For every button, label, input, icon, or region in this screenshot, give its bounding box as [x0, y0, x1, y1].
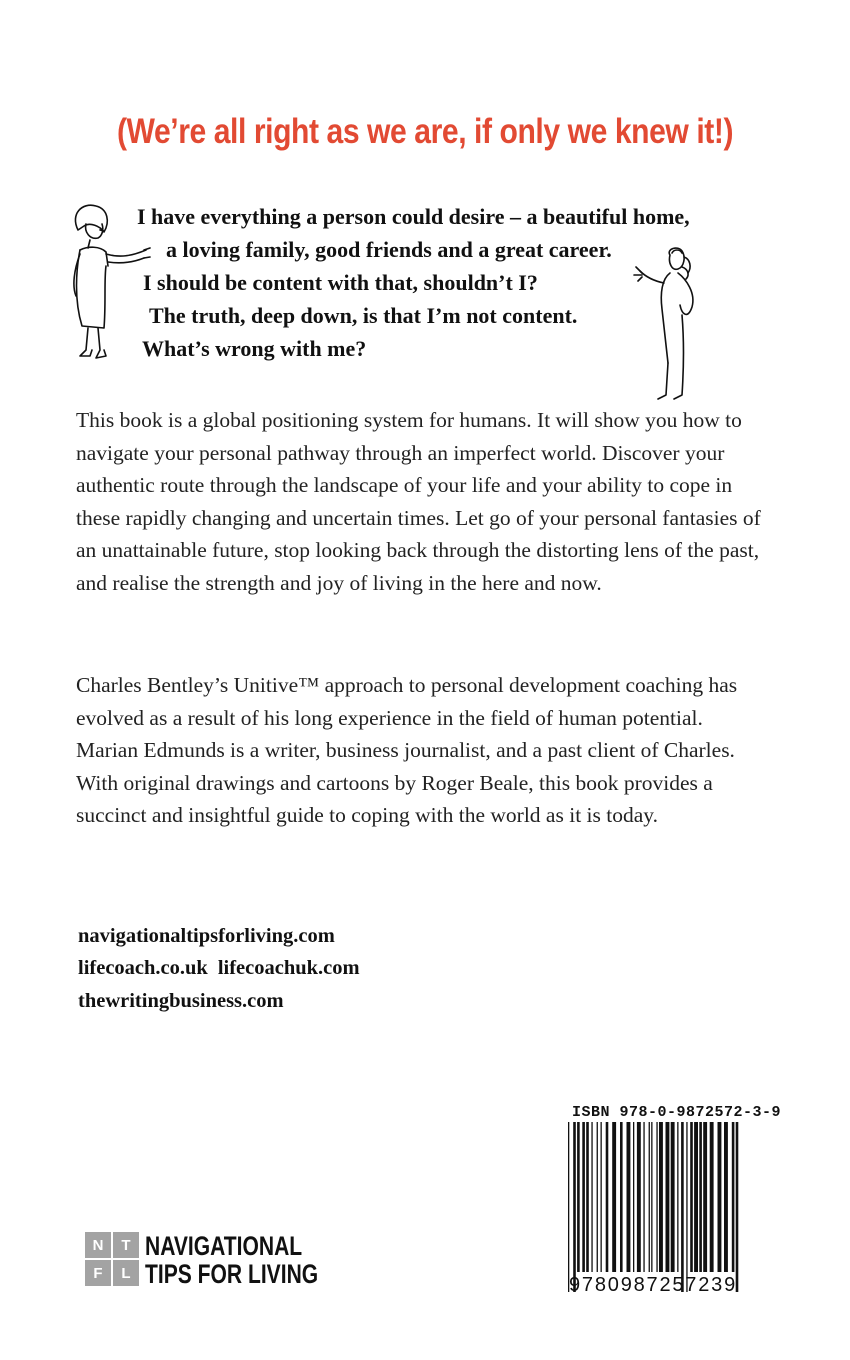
- barcode-bar: [710, 1122, 714, 1272]
- website-link-1[interactable]: [78, 925, 335, 948]
- barcode-bar: [659, 1122, 663, 1272]
- quote-line-5: What’s wrong with me?: [142, 336, 367, 361]
- barcode-bar: [620, 1122, 623, 1272]
- barcode-bar: [633, 1122, 634, 1272]
- logo-letter: N: [85, 1232, 111, 1258]
- barcode-bar: [724, 1122, 728, 1272]
- barcode-bar: [718, 1122, 722, 1272]
- website-url[interactable]: thewritingbusiness.com: [78, 990, 284, 1012]
- barcode-bar: [591, 1122, 592, 1272]
- barcode-bar: [690, 1122, 693, 1272]
- man-on-phone-cartoon-illustration: [630, 245, 710, 403]
- barcode-bar: [627, 1122, 631, 1272]
- logo-line-1: NAVIGATIONAL: [145, 1231, 303, 1261]
- barcode-bar: [586, 1122, 589, 1272]
- website-link-2[interactable]: [78, 957, 360, 980]
- logo-letter: F: [85, 1260, 111, 1286]
- quote-line-3: I should be content with that, shouldn’t I?: [143, 270, 538, 295]
- barcode-bar: [671, 1122, 675, 1272]
- barcode-bar: [736, 1122, 739, 1292]
- barcode-digits: 9780987257239: [569, 1274, 737, 1296]
- website-url[interactable]: lifecoachuk.com: [217, 957, 360, 979]
- website-url[interactable]: lifecoach.co.uk: [78, 957, 208, 979]
- quote-line-2: a loving family, good friends and a great career.: [166, 237, 612, 262]
- website-link-3[interactable]: [78, 990, 284, 1013]
- barcode-bar: [606, 1122, 609, 1272]
- barcode-bar: [732, 1122, 735, 1272]
- barcode-bar: [694, 1122, 698, 1272]
- barcode-bar: [568, 1122, 569, 1292]
- barcode-bar: [649, 1122, 650, 1272]
- barcode-bar: [582, 1122, 585, 1272]
- barcode-bar: [601, 1122, 602, 1272]
- barcode-bar: [656, 1122, 657, 1272]
- author-paragraph: Charles Bentley’s Unitive™ approach to personal development coaching has evolved as a result of his long experience in the field of human potential. Marian Edmunds is a writer, business journalist, and a past client of Charles. With original drawings and cartoons by Roger Beale, this book provides a succinct and insightful guide to coping with the world as it is today.: [76, 673, 738, 828]
- logo-letter: L: [113, 1260, 139, 1286]
- barcode-bar: [612, 1122, 616, 1272]
- isbn-label: ISBN 978-0-9872572-3-9: [572, 1104, 782, 1121]
- barcode-bar: [677, 1122, 678, 1272]
- barcode-bar: [651, 1122, 652, 1272]
- barcode-bar: [686, 1122, 687, 1292]
- website-url[interactable]: navigationaltipsforliving.com: [78, 925, 335, 947]
- description-paragraph: This book is a global positioning system for humans. It will show you how to navigate your personal pathway through an imperfect world. Discover your authentic route through the landscape of your life and your ability to cope in these rapidly changing and uncertain times. Let go of your personal fantasies of an unattainable future, stop looking back through the distorting lens of the past, and realise the strength and joy of living in the here and now.: [76, 408, 761, 595]
- barcode-bar: [703, 1122, 707, 1272]
- barcode-bar: [666, 1122, 670, 1272]
- barcode-bar: [573, 1122, 576, 1292]
- barcode-bar: [681, 1122, 684, 1292]
- logo-wordmark: [145, 1232, 318, 1288]
- barcode-bar: [597, 1122, 598, 1272]
- publisher-logo: [85, 1232, 367, 1288]
- barcode-bar: [577, 1122, 580, 1272]
- tagline: (We’re all right as we are, if only we knew it!): [116, 112, 734, 151]
- barcode-bar: [699, 1122, 702, 1272]
- logo-line-2: TIPS FOR LIVING: [145, 1259, 319, 1289]
- quote-line-1: I have everything a person could desire – a beautiful home,: [137, 204, 690, 229]
- barcode-bar: [637, 1122, 641, 1272]
- logo-letter-grid: [85, 1232, 139, 1286]
- logo-letter: T: [113, 1232, 139, 1258]
- barcode-bar: [643, 1122, 644, 1272]
- quote-line-4: The truth, deep down, is that I’m not content.: [149, 303, 578, 328]
